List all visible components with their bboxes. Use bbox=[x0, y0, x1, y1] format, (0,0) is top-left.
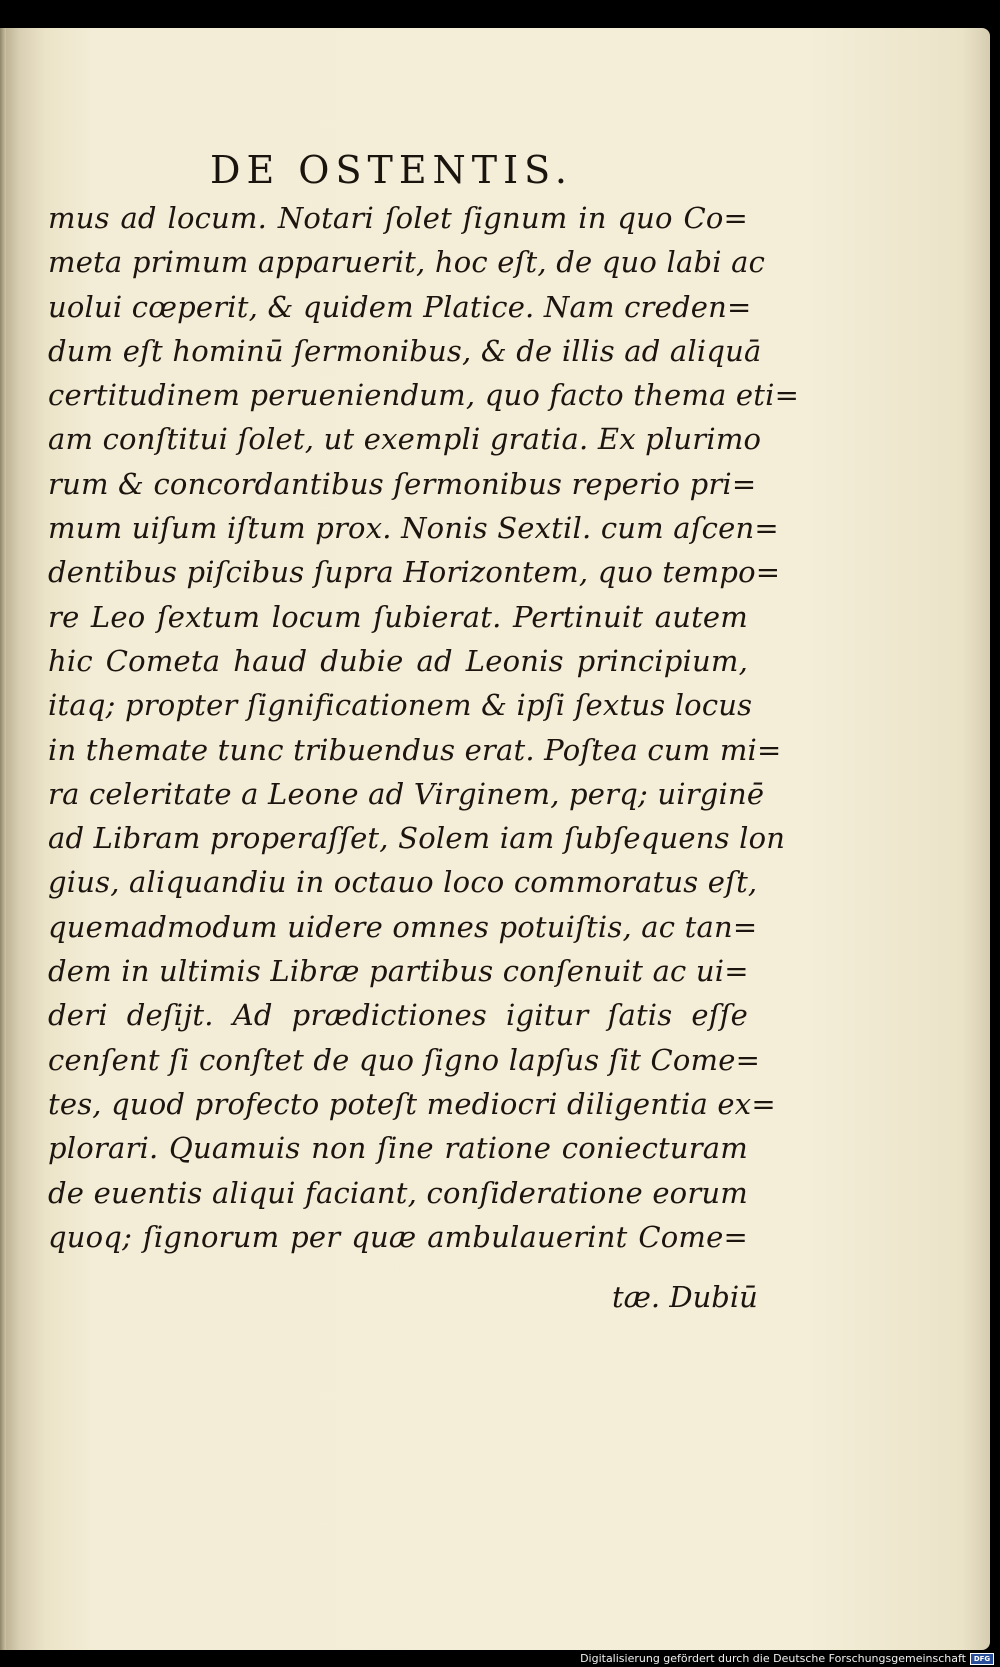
text-line: ra celeritate a Leone ad Virginem, perq; uirginē bbox=[48, 776, 765, 811]
footer-bar bbox=[0, 1650, 1000, 1667]
running-head: DE OSTENTIS. bbox=[210, 148, 573, 192]
text-line: plorari. Quamuis non ſine ratione coniecturam bbox=[48, 1131, 748, 1166]
text-line: ad Libram properaſſet, Solem iam ſubſequens lon bbox=[48, 821, 786, 856]
text-line: cenſent ſi conſtet de quo ſigno lapſus ſit Come= bbox=[48, 1042, 761, 1077]
page-gutter-shadow bbox=[0, 28, 6, 1650]
text-line: tes, quod profecto poteſt mediocri diligentia ex= bbox=[48, 1086, 776, 1121]
text-line: meta primum apparuerit, hoc eſt, de quo labi ac bbox=[48, 245, 766, 280]
text-line: hic Cometa haud dubie ad Leonis principium, bbox=[48, 643, 748, 678]
body-text bbox=[48, 196, 800, 1259]
text-line: de euentis aliqui faciant, conſideratione eorum bbox=[48, 1175, 748, 1210]
text-line: quoq; ſignorum per quæ ambulauerint Come= bbox=[48, 1219, 748, 1254]
text-line: mum uiſum iſtum prox. Nonis Sextil. cum aſcen= bbox=[48, 511, 779, 546]
text-line: certitudinem perueniendum, quo facto thema eti= bbox=[48, 378, 800, 413]
text-line: rum & concordantibus ſermonibus reperio pri= bbox=[48, 466, 757, 501]
text-line: quemadmodum uidere omnes potuiſtis, ac tan= bbox=[48, 909, 758, 944]
text-line: dentibus piſcibus ſupra Horizontem, quo tempo= bbox=[48, 555, 781, 590]
text-line: uolui cœperit, & quidem Platice. Nam creden= bbox=[48, 289, 752, 324]
digitization-credit: Digitalisierung gefördert durch die Deutsche Forschungsgemeinschaft bbox=[580, 1652, 966, 1665]
text-line: am conſtitui ſolet, ut exempli gratia. Ex plurimo bbox=[48, 422, 762, 457]
dfg-logo-label: DFG bbox=[973, 1655, 991, 1663]
text-line: mus ad locum. Notari ſolet ſignum in quo Co= bbox=[48, 201, 748, 235]
text-line: itaq; propter ſignificationem & ipſi ſextus locus bbox=[48, 688, 753, 723]
text-line: dum eſt hominū ſermonibus, & de illis ad aliquā bbox=[48, 333, 762, 368]
dfg-logo bbox=[970, 1653, 994, 1665]
text-line: dem in ultimis Libræ partibus conſenuit ac ui= bbox=[48, 954, 749, 989]
text-line: in themate tunc tribuendus erat. Poſtea cum mi= bbox=[48, 732, 782, 767]
catchword: tæ. Dubiū bbox=[612, 1280, 758, 1314]
text-line: gius, aliquandiu in octauo loco commoratus eſt, bbox=[48, 865, 758, 900]
text-line: deri deſijt. Ad prædictiones igitur ſatis eſſe bbox=[48, 998, 748, 1033]
text-line: re Leo ſextum locum ſubierat. Pertinuit autem bbox=[48, 599, 748, 634]
